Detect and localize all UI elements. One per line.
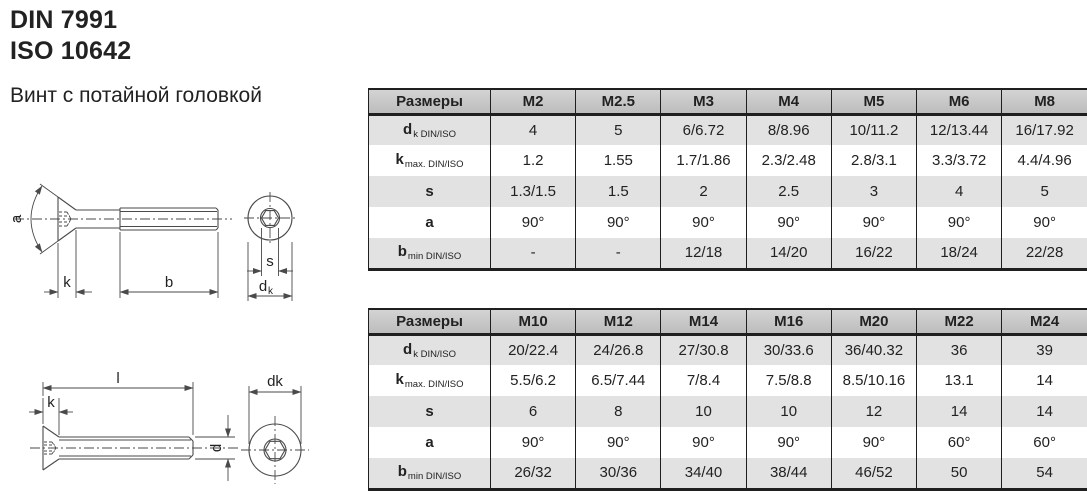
value-cell: 6/6.72 bbox=[661, 114, 746, 145]
table-header-row bbox=[369, 309, 1087, 334]
column-header-size: M4 bbox=[746, 89, 831, 114]
value-cell: 4 bbox=[917, 176, 1002, 207]
value-cell: 1.5 bbox=[576, 176, 661, 207]
table-row bbox=[369, 427, 1087, 458]
column-header-size: M14 bbox=[661, 309, 746, 334]
value-cell: 22/28 bbox=[1002, 238, 1087, 269]
length-dim-label: l bbox=[116, 370, 120, 387]
table-row bbox=[369, 396, 1087, 427]
column-header-sizes: Размеры bbox=[369, 309, 491, 334]
value-cell: 7/8.4 bbox=[661, 365, 746, 396]
dimensions-table-m10-m24 bbox=[368, 308, 1087, 491]
value-cell: 60° bbox=[1002, 427, 1087, 458]
value-cell: 90° bbox=[746, 427, 831, 458]
value-cell: 38/44 bbox=[746, 458, 831, 489]
value-cell: 90° bbox=[746, 207, 831, 238]
value-cell: 1.3/1.5 bbox=[491, 176, 576, 207]
value-cell: 2.8/3.1 bbox=[831, 145, 916, 176]
iso-standard-title: ISO 10642 bbox=[10, 37, 132, 65]
value-cell: 10 bbox=[746, 396, 831, 427]
value-cell: 3 bbox=[831, 176, 916, 207]
row-label: $d_{k DIN/ISO}$ bbox=[369, 334, 491, 365]
head-height-dim-label: k bbox=[63, 274, 71, 291]
value-cell: 30/33.6 bbox=[746, 334, 831, 365]
column-header-size: M5 bbox=[831, 89, 916, 114]
table-row bbox=[369, 176, 1087, 207]
value-cell: 1.2 bbox=[491, 145, 576, 176]
column-header-size: M24 bbox=[1002, 309, 1087, 334]
end-view-bottom bbox=[241, 416, 309, 484]
end-view-top bbox=[244, 192, 296, 244]
value-cell: 90° bbox=[491, 207, 576, 238]
angle-dim-label: a bbox=[8, 214, 25, 224]
value-cell: 6 bbox=[491, 396, 576, 427]
value-cell: 6.5/7.44 bbox=[576, 365, 661, 396]
value-cell: 18/24 bbox=[917, 238, 1002, 269]
value-cell: 16/17.92 bbox=[1002, 114, 1087, 145]
table-row bbox=[369, 334, 1087, 365]
value-cell: 2 bbox=[661, 176, 746, 207]
table-row bbox=[369, 207, 1087, 238]
value-cell: 4.4/4.96 bbox=[1002, 145, 1087, 176]
table-row bbox=[369, 365, 1087, 396]
row-label: s bbox=[369, 176, 491, 207]
value-cell: 50 bbox=[917, 458, 1002, 489]
value-cell: 54 bbox=[1002, 458, 1087, 489]
value-cell: 5 bbox=[1002, 176, 1087, 207]
value-cell: 8.5/10.16 bbox=[831, 365, 916, 396]
column-header-size: M12 bbox=[576, 309, 661, 334]
value-cell: 8 bbox=[576, 396, 661, 427]
dimensions-table-m2-m8 bbox=[368, 88, 1087, 271]
value-cell: 12/18 bbox=[661, 238, 746, 269]
value-cell: 16/22 bbox=[831, 238, 916, 269]
socket-size-dim-label: s bbox=[266, 253, 274, 270]
row-label: a bbox=[369, 207, 491, 238]
value-cell: 14 bbox=[1002, 365, 1087, 396]
thread-length-dim-label: b bbox=[164, 274, 174, 291]
value-cell: 36 bbox=[917, 334, 1002, 365]
column-header-size: M3 bbox=[661, 89, 746, 114]
value-cell: 90° bbox=[661, 207, 746, 238]
value-cell: 46/52 bbox=[831, 458, 916, 489]
column-header-sizes: Размеры bbox=[369, 89, 491, 114]
value-cell: 27/30.8 bbox=[661, 334, 746, 365]
value-cell: 30/36 bbox=[576, 458, 661, 489]
value-cell: 8/8.96 bbox=[746, 114, 831, 145]
value-cell: 5.5/6.2 bbox=[491, 365, 576, 396]
dia-dim-label: d bbox=[208, 443, 225, 453]
value-cell: - bbox=[576, 238, 661, 269]
standards-title-block bbox=[10, 5, 131, 67]
column-header-size: M22 bbox=[917, 309, 1002, 334]
value-cell: 60° bbox=[917, 427, 1002, 458]
row-label: $b_{min DIN/ISO}$ bbox=[369, 458, 491, 489]
column-header-size: M16 bbox=[746, 309, 831, 334]
value-cell: 14/20 bbox=[746, 238, 831, 269]
table-row bbox=[369, 238, 1087, 269]
column-header-size: M6 bbox=[917, 89, 1002, 114]
value-cell: 4 bbox=[491, 114, 576, 145]
row-label: $k_{max. DIN/ISO}$ bbox=[369, 145, 491, 176]
table-row bbox=[369, 114, 1087, 145]
column-header-size: M8 bbox=[1002, 89, 1087, 114]
head-height-dim-label: k bbox=[47, 394, 55, 411]
value-cell: 13.1 bbox=[917, 365, 1002, 396]
value-cell: 90° bbox=[576, 207, 661, 238]
value-cell: 90° bbox=[831, 427, 916, 458]
din-standard-title: DIN 7991 bbox=[10, 6, 118, 34]
row-label: a bbox=[369, 427, 491, 458]
value-cell: 2.3/2.48 bbox=[746, 145, 831, 176]
value-cell: 20/22.4 bbox=[491, 334, 576, 365]
value-cell: 90° bbox=[661, 427, 746, 458]
value-cell: - bbox=[491, 238, 576, 269]
value-cell: 12/13.44 bbox=[917, 114, 1002, 145]
column-header-size: M10 bbox=[491, 309, 576, 334]
table-header-row bbox=[369, 89, 1087, 114]
value-cell: 12 bbox=[831, 396, 916, 427]
value-cell: 36/40.32 bbox=[831, 334, 916, 365]
value-cell: 90° bbox=[917, 207, 1002, 238]
value-cell: 1.7/1.86 bbox=[661, 145, 746, 176]
table-row bbox=[369, 458, 1087, 489]
value-cell: 10/11.2 bbox=[831, 114, 916, 145]
value-cell: 90° bbox=[491, 427, 576, 458]
value-cell: 14 bbox=[1002, 396, 1087, 427]
value-cell: 3.3/3.72 bbox=[917, 145, 1002, 176]
column-header-size: M20 bbox=[831, 309, 916, 334]
value-cell: 90° bbox=[831, 207, 916, 238]
value-cell: 90° bbox=[1002, 207, 1087, 238]
value-cell: 34/40 bbox=[661, 458, 746, 489]
column-header-size: M2.5 bbox=[576, 89, 661, 114]
head-dia-dim-label: d bbox=[258, 278, 268, 295]
product-name: Винт с потайной головкой bbox=[10, 84, 262, 107]
value-cell: 7.5/8.8 bbox=[746, 365, 831, 396]
value-cell: 5 bbox=[576, 114, 661, 145]
value-cell: 2.5 bbox=[746, 176, 831, 207]
value-cell: 1.55 bbox=[576, 145, 661, 176]
value-cell: 26/32 bbox=[491, 458, 576, 489]
row-label: $k_{max. DIN/ISO}$ bbox=[369, 365, 491, 396]
value-cell: 24/26.8 bbox=[576, 334, 661, 365]
value-cell: 14 bbox=[917, 396, 1002, 427]
column-header-size: M2 bbox=[491, 89, 576, 114]
row-label: $b_{min DIN/ISO}$ bbox=[369, 238, 491, 269]
screw-drawing-top bbox=[0, 158, 345, 306]
head-dia-dim-label: dk bbox=[267, 373, 283, 390]
table-row bbox=[369, 145, 1087, 176]
value-cell: 90° bbox=[576, 427, 661, 458]
value-cell: 10 bbox=[661, 396, 746, 427]
row-label: $d_{k DIN/ISO}$ bbox=[369, 114, 491, 145]
value-cell: 39 bbox=[1002, 334, 1087, 365]
row-label: s bbox=[369, 396, 491, 427]
screw-drawing-bottom bbox=[0, 345, 345, 500]
head-dia-dim-label-sub: k bbox=[268, 286, 273, 297]
